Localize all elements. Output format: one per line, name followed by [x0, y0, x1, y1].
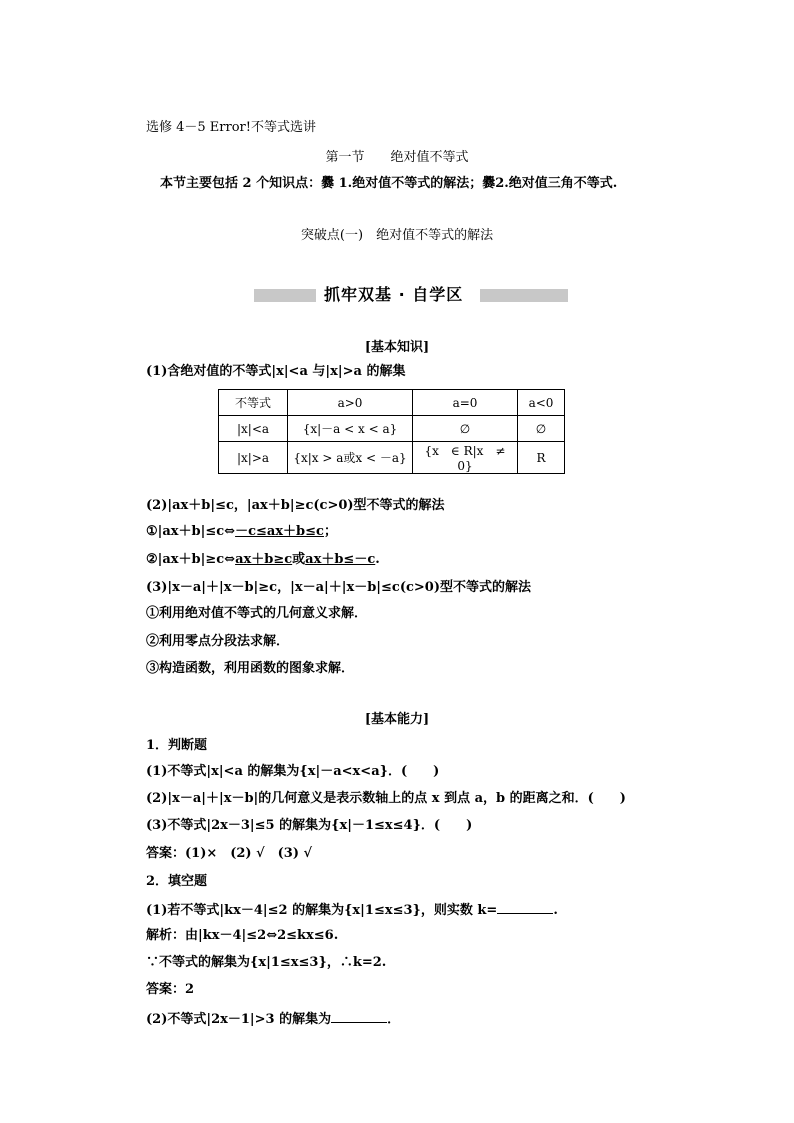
q1-answer: 答案：(1)× (2) √ (3) √: [146, 846, 313, 861]
table-cell: {x|x > a或x < －a}: [288, 442, 413, 474]
q2-item1-because: ∵不等式的解集为{x|1≤x≤3}，∴k=2.: [146, 955, 387, 970]
table-cell: R: [518, 442, 565, 474]
section-title: 第一节 绝对值不等式: [325, 150, 469, 165]
table-header-cell: a>0: [288, 390, 413, 416]
knowledge-item2-a: [146, 524, 337, 540]
knowledge-item2-title: (2)|ax＋b|≤c，|ax＋b|≥c(c>0)型不等式的解法: [146, 498, 445, 513]
item2-b-answer1: ax＋b≥c: [235, 552, 293, 567]
table-cell: {x|－a < x < a}: [288, 416, 413, 442]
table-header-cell: a<0: [518, 390, 565, 416]
item2-b-mid: 或: [292, 552, 306, 567]
table-cell: ∅: [413, 416, 518, 442]
intro-text: 本节主要包括 2 个知识点：爨 1.绝对值不等式的解法；爨2.绝对值三角不等式.: [160, 176, 618, 191]
q1-item2: (2)|x－a|＋|x－b|的几何意义是表示数轴上的点 x 到点 a，b 的距离之和．( ): [146, 791, 626, 806]
table-header-cell: a=0: [413, 390, 518, 416]
knowledge-item3-2: ②利用零点分段法求解．: [146, 634, 290, 649]
q2-item1-analysis: 解析：由|kx－4|≤2⇔2≤kx≤6.: [146, 928, 339, 943]
table-cell: ∅: [518, 416, 565, 442]
item2-a-prefix: ①|ax＋b|≤c⇔: [146, 524, 236, 539]
item2-a-answer: －c≤ax＋b≤c: [235, 524, 324, 539]
section-banner: [254, 284, 568, 306]
item2-a-suffix: ；: [323, 524, 337, 539]
q1-item3: (3)不等式|2x－3|≤5 的解集为{x|－1≤x≤4}．( ): [146, 818, 473, 833]
q2-item1-answer: 答案：2: [146, 982, 195, 997]
knowledge-item3-1: ①利用绝对值不等式的几何意义求解．: [146, 606, 368, 621]
knowledge-item2-b: [146, 552, 380, 568]
knowledge-item3-title: (3)|x－a|＋|x－b|≥c，|x－a|＋|x－b|≤c(c>0)型不等式的解法: [146, 580, 531, 595]
solution-set-table: [218, 389, 565, 474]
table-cell: |x|<a: [219, 416, 288, 442]
q2-item2-blank: [331, 1010, 387, 1023]
item2-b-suffix: .: [375, 552, 380, 567]
banner-right-bar: [480, 289, 568, 302]
q1-title: 1．判断题: [146, 738, 208, 753]
knowledge-item3-3: ③构造函数，利用函数的图象求解．: [146, 661, 355, 676]
q2-title: 2．填空题: [146, 874, 208, 889]
q2-item2: [146, 1010, 400, 1028]
item2-b-prefix: ②|ax＋b|≥c⇔: [146, 552, 236, 567]
table-header-row: [219, 390, 565, 416]
q2-item2-suffix: ．: [387, 1012, 401, 1027]
knowledge-heading: [基本知识]: [364, 340, 430, 355]
banner-text: 抓牢双基 · 自学区: [324, 285, 464, 304]
book-line: 选修 4－5 Error!不等式选讲: [146, 120, 316, 135]
q1-item1: (1)不等式|x|<a 的解集为{x|－a<x<a}．( ): [146, 764, 440, 779]
item2-b-answer2: ax＋b≤－c: [305, 552, 376, 567]
q2-item1-suffix: .: [553, 903, 558, 918]
table-header-cell: 不等式: [219, 390, 288, 416]
table-row: [219, 416, 565, 442]
q2-item2-prefix: (2)不等式|2x－1|>3 的解集为: [146, 1012, 332, 1027]
banner-left-bar: [254, 289, 316, 302]
ability-heading: [基本能力]: [364, 712, 430, 727]
point-title: 突破点(一) 绝对值不等式的解法: [300, 228, 494, 243]
q2-item1-blank: [497, 901, 553, 914]
table-cell: |x|>a: [219, 442, 288, 474]
q2-item1-prefix: (1)若不等式|kx－4|≤2 的解集为{x|1≤x≤3}，则实数 k=: [146, 903, 498, 918]
table-row: [219, 442, 565, 474]
table-cell: {x ∈ R|x ≠ 0}: [413, 442, 518, 474]
q2-item1: [146, 901, 558, 919]
knowledge-item1-title: (1)含绝对值的不等式|x|<a 与|x|>a 的解集: [146, 364, 406, 379]
